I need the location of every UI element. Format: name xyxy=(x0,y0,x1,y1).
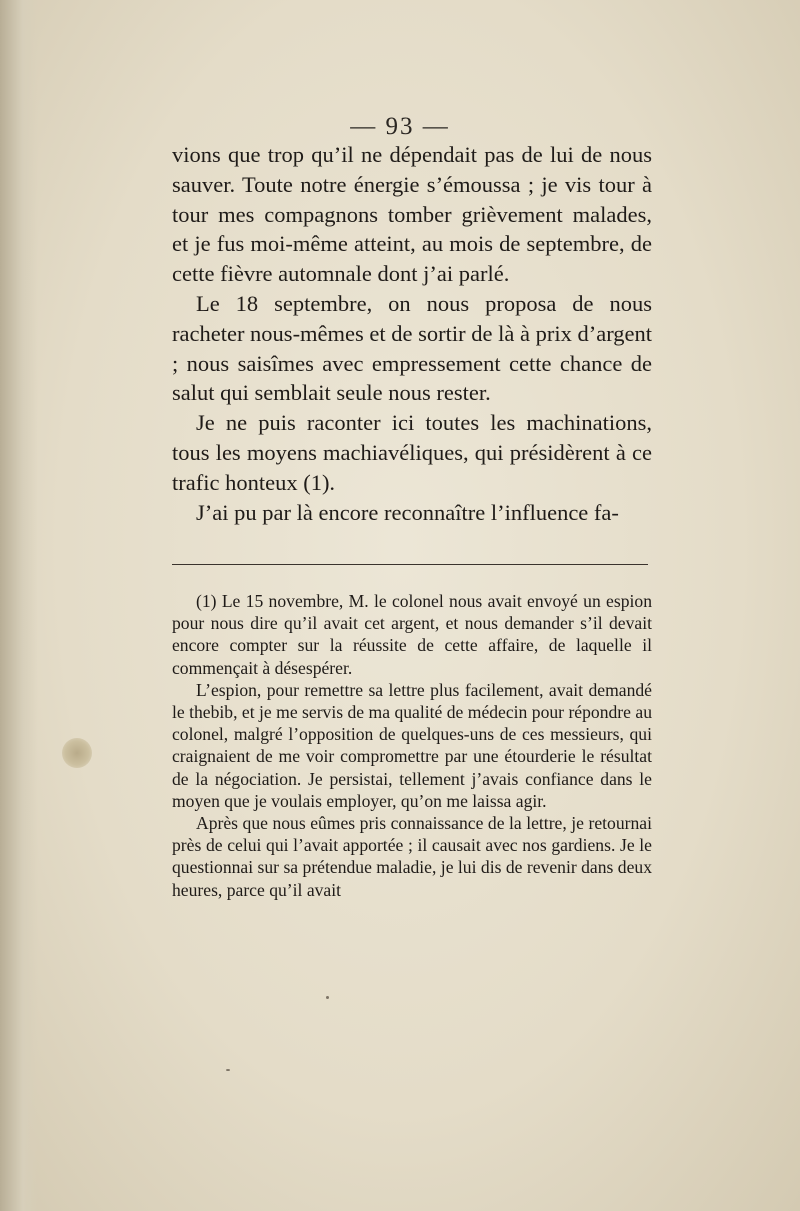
binding-shadow xyxy=(0,0,38,1211)
main-paragraph: Le 18 septembre, on nous proposa de nous racheter nous-mêmes et de sortir de là à prix d’argent ; nous saisîmes avec empressement cette chance de salut qui semblait seule nous rester. xyxy=(172,290,653,406)
paper-speck xyxy=(226,1069,230,1071)
main-paragraph: J’ai pu par là encore reconnaître l’influence fa- xyxy=(196,499,619,525)
footnote-paragraph: (1) Le 15 novembre, M. le colonel nous avait envoyé un espion pour nous dire qu’il avait cet argent, et nous demander s’il devait encore compter sur la réussite de cette affaire, de laquelle il commençait à désespérer. xyxy=(172,591,652,678)
paper-stain xyxy=(62,738,92,768)
footnote-text xyxy=(172,590,652,901)
footnote-paragraph: L’espion, pour remettre sa lettre plus facilement, avait demandé le thebib, et je me servis de ma qualité de médecin pour répondre au colonel, malgré l’opposition de quelques-uns de ces messieurs, qui craignaient de me voir compromettre par une étourderie le résultat de la négociation. Je persistai, tellement j’avais confiance dans le moyen que je voulais employer, qu’on me laissa agir. xyxy=(172,679,652,811)
main-text xyxy=(172,140,652,527)
footnote-divider xyxy=(172,564,648,565)
main-paragraph: Je ne puis raconter ici toutes les machinations, tous les moyens machiavéliques, qui présidèrent à ce trafic honteux (1). xyxy=(172,410,652,495)
page-number: — 93 — xyxy=(350,113,450,140)
main-paragraph: vions que trop qu’il ne dépendait pas de lui de nous sauver. Toute notre énergie s’émoussa ; je vis tour à tour mes compagnons tomber grièvement malades, et je fus moi-même atteint, au mois de septembre, de cette fièvre automnale dont j’ai parlé. xyxy=(172,142,652,287)
footnote-paragraph: Après que nous eûmes pris connaissance de la lettre, je retournai près de celui qui l’avait apportée ; il causait avec nos gardiens. Je le questionnai sur sa prétendue maladie, je lui dis de revenir dans deux heures, parce qu’il avait xyxy=(172,813,652,900)
paper-speck xyxy=(326,996,329,999)
